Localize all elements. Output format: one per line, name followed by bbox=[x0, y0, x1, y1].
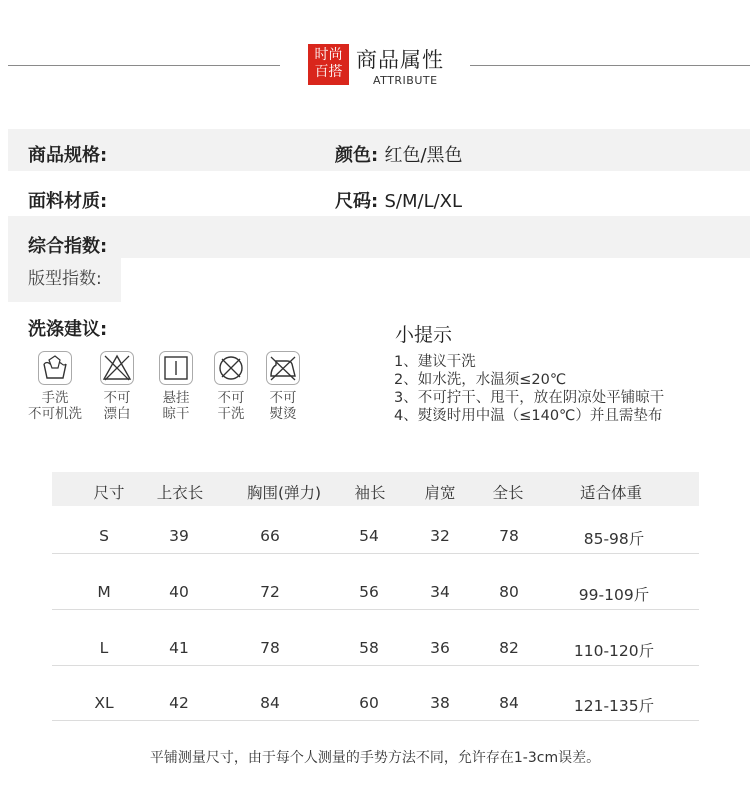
tip-item: 1、建议干洗 bbox=[394, 354, 476, 370]
no-bleach-icon bbox=[100, 351, 134, 385]
measurement-footnote: 平铺测量尺寸，由于每个人测量的手势方法不同，允许存在1-3cm误差。 bbox=[149, 750, 601, 766]
hang-dry-icon bbox=[159, 351, 193, 385]
header-bust: 胸围(弹力) bbox=[246, 484, 322, 502]
size-attribute bbox=[335, 187, 462, 213]
header-badge bbox=[308, 44, 349, 85]
wash-label: 洗涤建议: bbox=[28, 319, 108, 340]
table-cell: L bbox=[99, 639, 109, 657]
spec-label: 商品规格: bbox=[28, 145, 108, 166]
table-cell: 110-120斤 bbox=[573, 642, 655, 660]
color-value: 红色/黑色 bbox=[384, 145, 463, 166]
hand-wash-icon bbox=[38, 351, 72, 385]
section-subtitle: ATTRIBUTE bbox=[373, 74, 438, 87]
composite-index-label: 综合指数: bbox=[28, 236, 108, 257]
table-cell: 72 bbox=[260, 583, 280, 601]
header-sleeve: 袖长 bbox=[354, 484, 386, 502]
hang-dry-caption: 悬挂 晾干 bbox=[162, 390, 190, 422]
header-divider-right bbox=[470, 65, 750, 66]
table-cell: 84 bbox=[499, 694, 519, 712]
table-cell: 99-109斤 bbox=[578, 586, 650, 604]
table-cell: 32 bbox=[430, 527, 450, 545]
table-cell: 40 bbox=[169, 583, 189, 601]
table-cell: 56 bbox=[359, 583, 379, 601]
row-divider bbox=[52, 553, 699, 554]
table-cell: 42 bbox=[169, 694, 189, 712]
table-cell: 84 bbox=[260, 694, 280, 712]
table-cell: 41 bbox=[169, 639, 189, 657]
no-bleach-caption: 不可 漂白 bbox=[103, 390, 131, 422]
table-cell: 85-98斤 bbox=[583, 530, 645, 548]
hand-wash-caption: 手洗 不可机洗 bbox=[28, 390, 82, 422]
header-divider-left bbox=[8, 65, 280, 66]
no-iron-caption: 不可 熨烫 bbox=[269, 390, 297, 422]
color-label: 颜色: bbox=[335, 145, 379, 166]
table-cell: 38 bbox=[430, 694, 450, 712]
header-top-length: 上衣长 bbox=[156, 484, 204, 502]
no-dry-clean-icon bbox=[214, 351, 248, 385]
table-cell: 66 bbox=[260, 527, 280, 545]
header-size: 尺寸 bbox=[93, 484, 125, 502]
table-cell: 39 bbox=[169, 527, 189, 545]
header-full-length: 全长 bbox=[492, 484, 524, 502]
table-cell: M bbox=[97, 583, 111, 601]
no-dry-clean-caption: 不可 干洗 bbox=[217, 390, 245, 422]
tip-item: 4、熨烫时用中温（≤140℃）并且需垫布 bbox=[394, 408, 663, 424]
row-divider bbox=[52, 665, 699, 666]
size-label: 尺码: bbox=[335, 191, 379, 212]
badge-line1: 时尚 bbox=[314, 47, 343, 63]
table-cell: 82 bbox=[499, 639, 519, 657]
table-cell: 58 bbox=[359, 639, 379, 657]
tips-title: 小提示 bbox=[395, 324, 453, 346]
tip-item: 3、不可拧干、甩干，放在阴凉处平铺晾干 bbox=[394, 390, 665, 406]
fabric-label: 面料材质: bbox=[28, 191, 108, 212]
row-divider bbox=[52, 720, 699, 721]
table-cell: 34 bbox=[430, 583, 450, 601]
table-cell: XL bbox=[94, 694, 114, 712]
row-divider bbox=[52, 609, 699, 610]
table-cell: 80 bbox=[499, 583, 519, 601]
badge-line2: 百搭 bbox=[314, 64, 343, 80]
size-value: S/M/L/XL bbox=[384, 191, 463, 212]
header-weight: 适合体重 bbox=[579, 484, 643, 502]
table-cell: 78 bbox=[260, 639, 280, 657]
fit-index-label: 版型指数: bbox=[28, 269, 102, 289]
table-cell: 121-135斤 bbox=[573, 697, 655, 715]
table-cell: S bbox=[99, 527, 109, 545]
header-shoulder: 肩宽 bbox=[424, 484, 456, 502]
section-title: 商品属性 bbox=[356, 48, 444, 72]
no-iron-icon bbox=[266, 351, 300, 385]
table-cell: 78 bbox=[499, 527, 519, 545]
table-cell: 36 bbox=[430, 639, 450, 657]
table-cell: 60 bbox=[359, 694, 379, 712]
attribute-band-2 bbox=[8, 216, 750, 258]
color-attribute bbox=[335, 141, 463, 167]
table-cell: 54 bbox=[359, 527, 379, 545]
tip-item: 2、如水洗，水温须≤20℃ bbox=[394, 372, 567, 388]
